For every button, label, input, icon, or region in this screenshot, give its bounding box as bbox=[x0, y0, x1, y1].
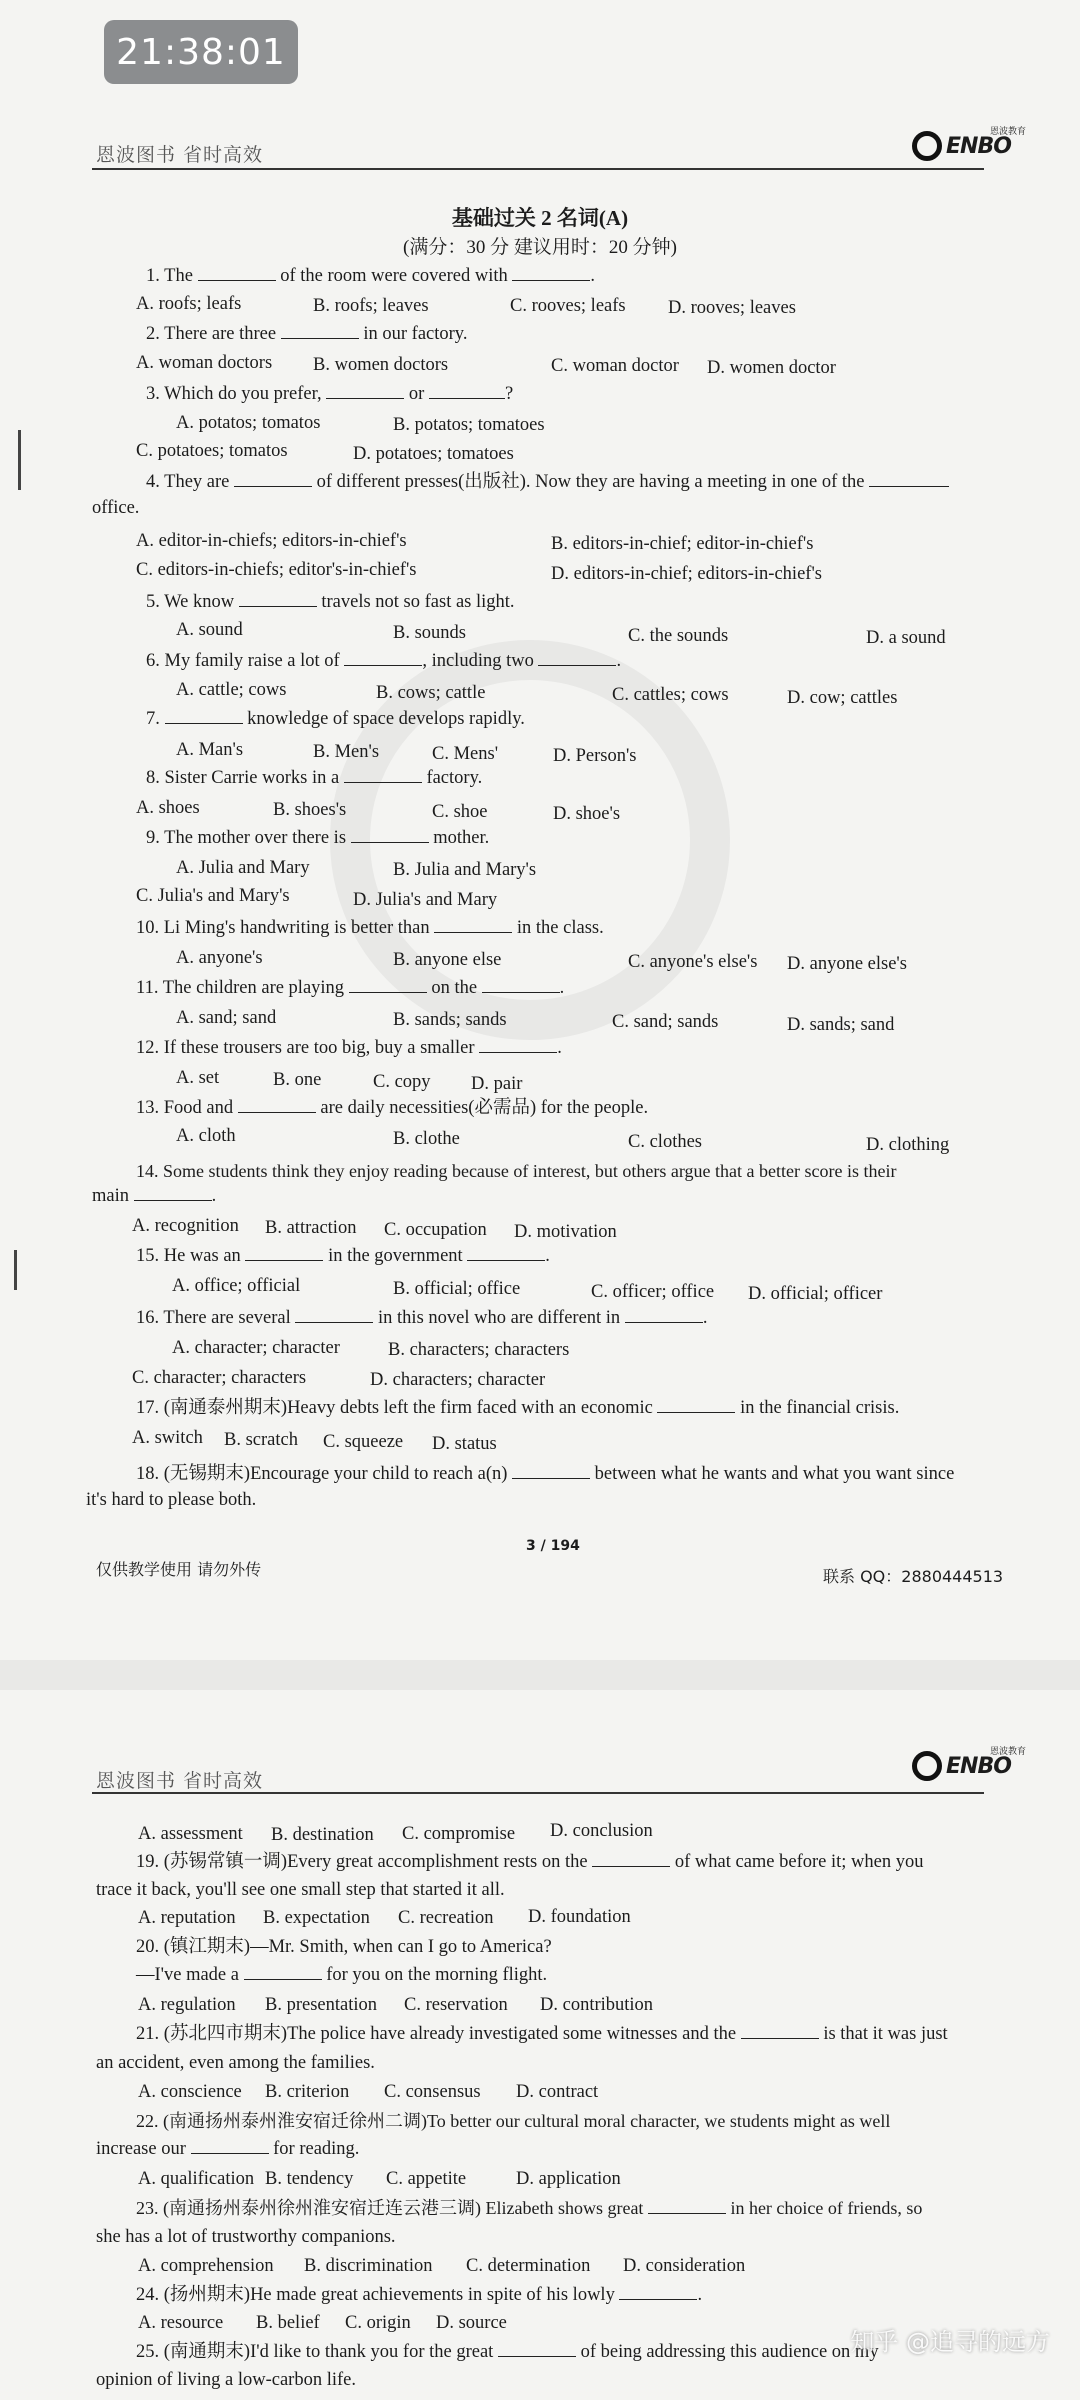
q14-option-d: D. motivation bbox=[514, 1222, 617, 1242]
question-18-cont: it's hard to please both. bbox=[86, 1490, 257, 1510]
q3-option-c: C. potatoes; tomatos bbox=[136, 441, 288, 461]
question-9: 9. The mother over there is mother. bbox=[146, 828, 490, 848]
q23-option-b: B. discrimination bbox=[304, 2256, 433, 2276]
status-time: 21:38:01 bbox=[104, 20, 298, 84]
question-23-cont: she has a lot of trustworthy companions. bbox=[96, 2227, 396, 2247]
q15-option-d: D. official; officer bbox=[748, 1284, 883, 1304]
q2-option-a: A. woman doctors bbox=[136, 353, 273, 373]
q4-option-b: B. editors-in-chief; editor-in-chief's bbox=[551, 534, 814, 554]
q5-option-a: A. sound bbox=[176, 620, 243, 640]
q21-option-a: A. conscience bbox=[138, 2082, 242, 2102]
q1-option-d: D. rooves; leaves bbox=[668, 298, 796, 318]
q18-option-a: A. assessment bbox=[138, 1824, 243, 1844]
q17-option-a: A. switch bbox=[132, 1428, 203, 1448]
q7-option-d: D. Person's bbox=[553, 746, 637, 766]
q14-option-b: B. attraction bbox=[265, 1218, 357, 1238]
q14-option-c: C. occupation bbox=[384, 1220, 487, 1240]
q22-option-d: D. application bbox=[516, 2169, 621, 2189]
question-4-cont: office. bbox=[92, 498, 140, 518]
question-12: 12. If these trousers are too big, buy a smaller . bbox=[136, 1038, 562, 1058]
q10-option-b: B. anyone else bbox=[393, 950, 502, 970]
question-1: 1. The of the room were covered with . bbox=[146, 266, 596, 286]
q20-option-c: C. reservation bbox=[404, 1995, 508, 2015]
question-13: 13. Food and are daily necessities(必需品) for the people. bbox=[136, 1098, 649, 1118]
header-rule-2 bbox=[92, 1792, 984, 1794]
q23-option-a: A. comprehension bbox=[138, 2256, 274, 2276]
margin-mark bbox=[18, 430, 21, 490]
q24-option-c: C. origin bbox=[345, 2313, 411, 2333]
question-20-reply: —I've made a for you on the morning flight. bbox=[136, 1965, 548, 1985]
q9-option-d: D. Julia's and Mary bbox=[353, 890, 498, 910]
page-subtitle: (满分：30 分 建议用时：20 分钟) bbox=[403, 237, 677, 258]
q19-option-d: D. foundation bbox=[528, 1907, 631, 1927]
q16-option-c: C. character; characters bbox=[132, 1368, 307, 1388]
q16-option-b: B. characters; characters bbox=[388, 1340, 570, 1360]
q21-option-c: C. consensus bbox=[384, 2082, 481, 2102]
question-19-cont: trace it back, you'll see one small step that started it all. bbox=[96, 1880, 505, 1900]
enbo-logo-2 bbox=[912, 1746, 1030, 1786]
q11-option-d: D. sands; sand bbox=[787, 1015, 895, 1035]
q17-option-b: B. scratch bbox=[224, 1430, 298, 1450]
question-22-cont: increase our for reading. bbox=[96, 2139, 360, 2159]
question-19: 19. (苏锡常镇一调)Every great accomplishment rests on the of what came before it; when you bbox=[136, 1852, 924, 1872]
q10-option-a: A. anyone's bbox=[176, 948, 263, 968]
margin-mark bbox=[14, 1250, 17, 1290]
q19-option-c: C. recreation bbox=[398, 1908, 494, 1928]
logo-ring-icon bbox=[912, 131, 942, 161]
question-14-cont: main . bbox=[92, 1186, 217, 1206]
q8-option-c: C. shoe bbox=[432, 802, 488, 822]
q24-option-b: B. belief bbox=[256, 2313, 320, 2333]
q1-option-a: A. roofs; leafs bbox=[136, 294, 242, 314]
q11-option-c: C. sand; sands bbox=[612, 1012, 719, 1032]
q18-option-d: D. conclusion bbox=[550, 1821, 653, 1841]
question-7: 7. knowledge of space develops rapidly. bbox=[146, 709, 525, 729]
q24-option-d: D. source bbox=[436, 2313, 507, 2333]
q7-option-c: C. Mens' bbox=[432, 744, 499, 764]
q17-option-d: D. status bbox=[432, 1434, 497, 1454]
q8-option-b: B. shoes's bbox=[273, 800, 347, 820]
q22-option-c: C. appetite bbox=[386, 2169, 467, 2189]
q14-option-a: A. recognition bbox=[132, 1216, 239, 1236]
q5-option-b: B. sounds bbox=[393, 623, 466, 643]
page-title: 基础过关 2 名词(A) bbox=[451, 206, 629, 230]
q23-option-c: C. determination bbox=[466, 2256, 591, 2276]
q10-option-d: D. anyone else's bbox=[787, 954, 907, 974]
header-rule bbox=[92, 168, 984, 170]
q21-option-d: D. contract bbox=[516, 2082, 599, 2102]
q3-option-b: B. potatos; tomatoes bbox=[393, 415, 545, 435]
q16-option-a: A. character; character bbox=[172, 1338, 340, 1358]
question-8: 8. Sister Carrie works in a factory. bbox=[146, 768, 483, 788]
question-21-cont: an accident, even among the families. bbox=[96, 2053, 375, 2073]
q13-option-b: B. clothe bbox=[393, 1129, 460, 1149]
logo-text: ENBO bbox=[946, 133, 1011, 159]
q21-option-b: B. criterion bbox=[265, 2082, 350, 2102]
q13-option-a: A. cloth bbox=[176, 1126, 236, 1146]
page-number: 3 / 194 bbox=[526, 1538, 580, 1554]
zhihu-watermark: 知乎 @追寻的远方 bbox=[850, 2328, 1050, 2356]
question-10: 10. Li Ming's handwriting is better than in the class. bbox=[136, 918, 604, 938]
q6-option-d: D. cow; cattles bbox=[787, 688, 898, 708]
q12-option-c: C. copy bbox=[373, 1072, 431, 1092]
q20-option-d: D. contribution bbox=[540, 1995, 654, 2015]
footer-contact: 联系 QQ：2880444513 bbox=[823, 1567, 1004, 1586]
q13-option-c: C. clothes bbox=[628, 1132, 702, 1152]
q6-option-a: A. cattle; cows bbox=[176, 680, 287, 700]
question-24: 24. (扬州期末)He made great achievements in spite of his lowly . bbox=[136, 2285, 703, 2305]
q15-option-a: A. office; official bbox=[172, 1276, 301, 1296]
q12-option-b: B. one bbox=[273, 1070, 322, 1090]
q2-option-b: B. women doctors bbox=[313, 355, 449, 375]
question-22: 22. (南通扬州泰州淮安宿迁徐州二调)To better our cultural moral character, we students might as well bbox=[136, 2111, 891, 2131]
question-3: 3. Which do you prefer, or ? bbox=[146, 384, 514, 404]
q1-option-c: C. rooves; leafs bbox=[510, 296, 626, 316]
question-14: 14. Some students think they enjoy reading because of interest, but others argue that a better score is their bbox=[136, 1161, 897, 1181]
enbo-logo bbox=[912, 126, 1030, 166]
q20-option-a: A. regulation bbox=[138, 1995, 236, 2015]
q1-option-b: B. roofs; leaves bbox=[313, 296, 429, 316]
publisher-header: 恩波图书 省时高效 bbox=[96, 144, 264, 166]
q7-option-b: B. Men's bbox=[313, 742, 380, 762]
q20-option-b: B. presentation bbox=[265, 1995, 378, 2015]
question-18: 18. (无锡期末)Encourage your child to reach a(n) between what he wants and what you want since bbox=[136, 1464, 955, 1484]
q18-option-b: B. destination bbox=[271, 1825, 374, 1845]
q11-option-b: B. sands; sands bbox=[393, 1010, 507, 1030]
q5-option-c: C. the sounds bbox=[628, 626, 729, 646]
q19-option-b: B. expectation bbox=[263, 1908, 370, 1928]
logo-ring-icon bbox=[912, 1751, 942, 1781]
q6-option-b: B. cows; cattle bbox=[376, 683, 486, 703]
q19-option-a: A. reputation bbox=[138, 1908, 236, 1928]
q13-option-d: D. clothing bbox=[866, 1135, 950, 1155]
q8-option-d: D. shoe's bbox=[553, 804, 621, 824]
q7-option-a: A. Man's bbox=[176, 740, 244, 760]
q18-option-c: C. compromise bbox=[402, 1824, 516, 1844]
question-2: 2. There are three in our factory. bbox=[146, 324, 468, 344]
q15-option-c: C. officer; office bbox=[591, 1282, 715, 1302]
question-21: 21. (苏北四市期末)The police have already investigated some witnesses and the is that it was just bbox=[136, 2024, 948, 2044]
question-17: 17. (南通泰州期末)Heavy debts left the firm faced with an economic in the financial crisis. bbox=[136, 1398, 900, 1418]
question-20: 20. (镇江期末)—Mr. Smith, when can I go to America? bbox=[136, 1937, 552, 1957]
q9-option-a: A. Julia and Mary bbox=[176, 858, 310, 878]
q22-option-b: B. tendency bbox=[265, 2169, 354, 2189]
q10-option-c: C. anyone's else's bbox=[628, 952, 758, 972]
question-5: 5. We know travels not so fast as light. bbox=[146, 592, 515, 612]
question-15: 15. He was an in the government . bbox=[136, 1246, 550, 1266]
q9-option-b: B. Julia and Mary's bbox=[393, 860, 537, 880]
question-4: 4. They are of different presses(出版社). Now they are having a meeting in one of the bbox=[146, 470, 949, 494]
q12-option-a: A. set bbox=[176, 1068, 220, 1088]
question-25: 25. (南通期末)I'd like to thank you for the great of being addressing this audience on my bbox=[136, 2342, 879, 2362]
q11-option-a: A. sand; sand bbox=[176, 1008, 277, 1028]
logo-text: ENBO bbox=[946, 1753, 1011, 1779]
question-6: 6. My family raise a lot of , including two . bbox=[146, 651, 622, 671]
q3-option-d: D. potatoes; tomatoes bbox=[353, 444, 514, 464]
q16-option-d: D. characters; character bbox=[370, 1370, 546, 1390]
question-16: 16. There are several in this novel who are different in . bbox=[136, 1308, 708, 1328]
question-23: 23. (南通扬州泰州徐州淮安宿迁连云港三调) Elizabeth shows great in her choice of friends, so bbox=[136, 2198, 923, 2218]
q5-option-d: D. a sound bbox=[866, 628, 946, 648]
q3-option-a: A. potatos; tomatos bbox=[176, 413, 321, 433]
publisher-header-2: 恩波图书 省时高效 bbox=[96, 1770, 264, 1792]
q2-option-c: C. woman doctor bbox=[551, 356, 679, 376]
q17-option-c: C. squeeze bbox=[323, 1432, 404, 1452]
q2-option-d: D. women doctor bbox=[707, 358, 836, 378]
q6-option-c: C. cattles; cows bbox=[612, 685, 729, 705]
q4-option-a: A. editor-in-chiefs; editors-in-chief's bbox=[136, 531, 407, 551]
footer-note: 仅供教学使用 请勿外传 bbox=[96, 1560, 262, 1579]
q8-option-a: A. shoes bbox=[136, 798, 200, 818]
q23-option-d: D. consideration bbox=[623, 2256, 746, 2276]
q12-option-d: D. pair bbox=[471, 1074, 523, 1094]
logo-sub: 恩波教育 bbox=[989, 1747, 1026, 1757]
q22-option-a: A. qualification bbox=[138, 2169, 255, 2189]
logo-sub: 恩波教育 bbox=[989, 127, 1026, 137]
q24-option-a: A. resource bbox=[138, 2313, 224, 2333]
q9-option-c: C. Julia's and Mary's bbox=[136, 886, 290, 906]
question-11: 11. The children are playing on the . bbox=[136, 978, 565, 998]
q15-option-b: B. official; office bbox=[393, 1279, 521, 1299]
q4-option-c: C. editors-in-chiefs; editor's-in-chief's bbox=[136, 560, 417, 580]
q4-option-d: D. editors-in-chief; editors-in-chief's bbox=[551, 564, 822, 584]
question-25-cont: opinion of living a low-carbon life. bbox=[96, 2370, 356, 2390]
